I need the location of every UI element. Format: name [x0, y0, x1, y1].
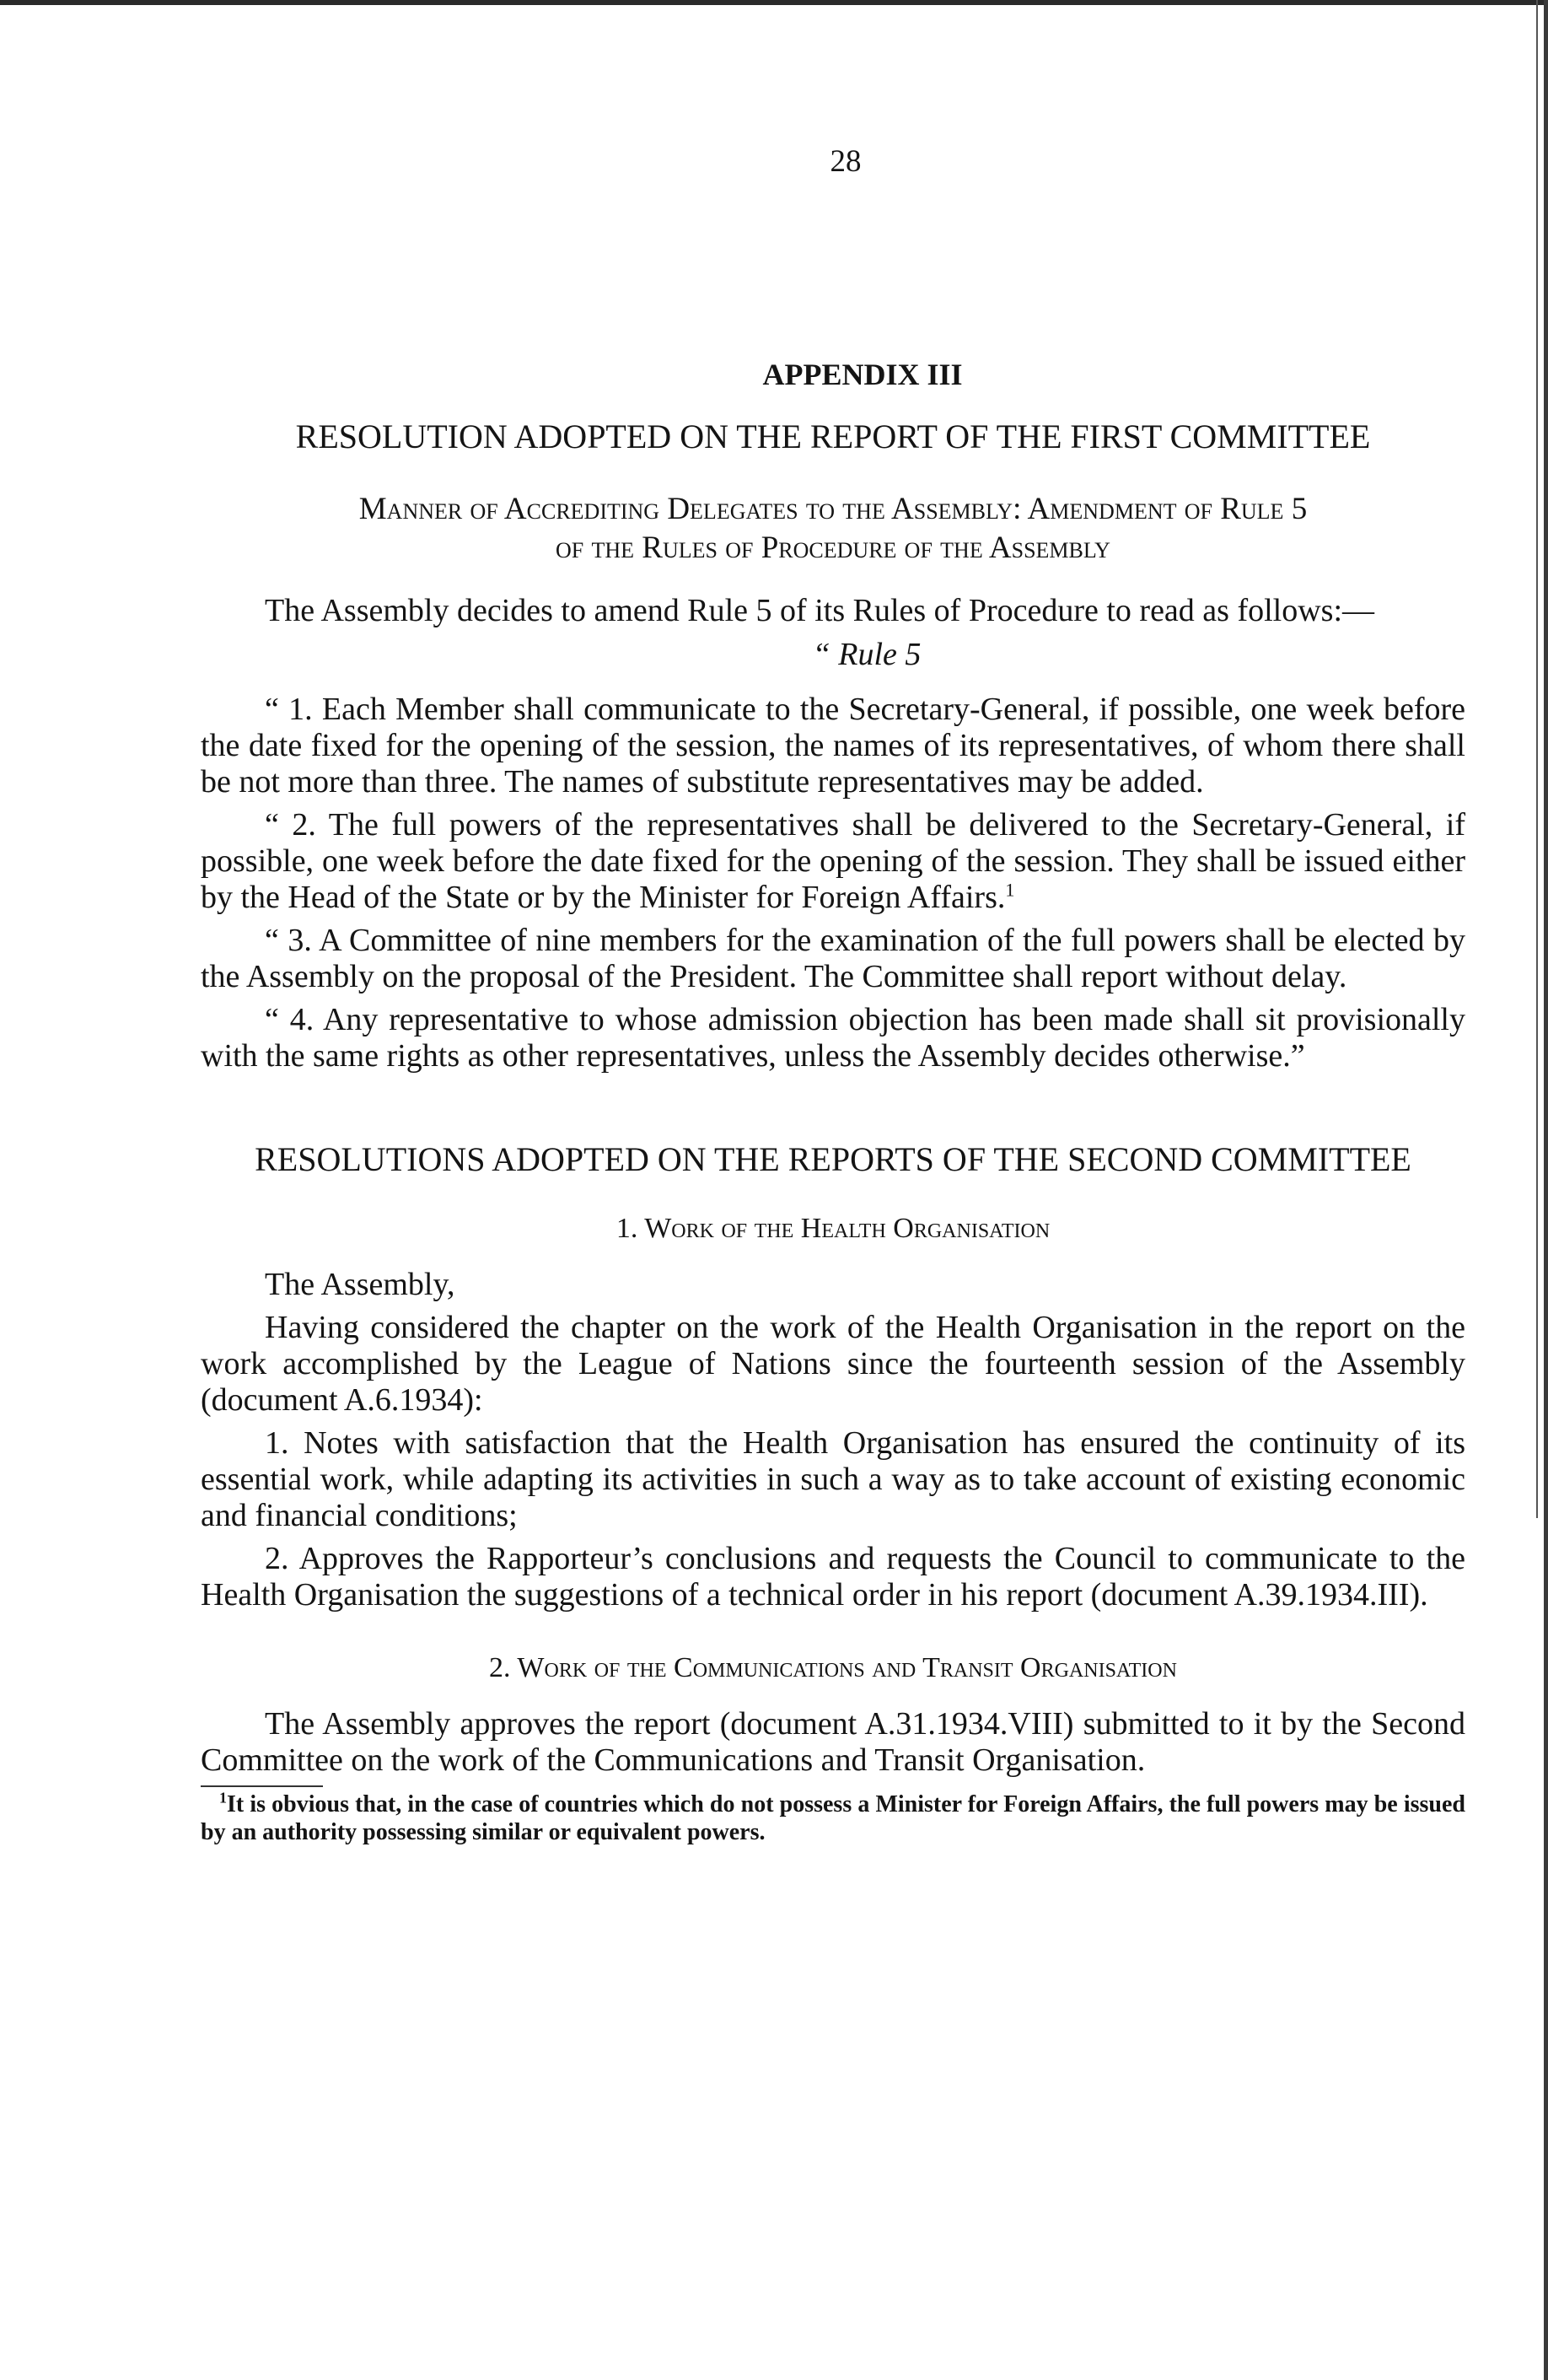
health-item-1: 1. Notes with satisfaction that the Health Organisation has ensured the continuity of its essential work, while adapting its activities in such a way as to take account of existing economic and financial conditions;	[201, 1425, 1465, 1533]
second-committee-heading: RESOLUTIONS ADOPTED ON THE REPORTS OF THE SECOND COMMITTEE	[255, 1140, 1411, 1178]
transit-organisation-heading: 2. Work of the Communications and Transit Organisation	[489, 1652, 1177, 1683]
rule-paragraph-2-text: “ 2. The full powers of the representatives shall be delivered to the Secretary-General, if possible, one week before the date fixed for the opening of the session. They shall be issued either by the Head of the State or by the Minister for Foreign Affairs.	[201, 807, 1465, 915]
footnote	[201, 1790, 1465, 1846]
health-assembly-line: The Assembly,	[265, 1267, 455, 1302]
page-number: 28	[830, 144, 862, 179]
document-page	[201, 143, 1465, 1846]
footnote-reference: 1	[1005, 879, 1015, 901]
section-gap	[201, 1081, 1465, 1140]
health-organisation-heading: 1. Work of the Health Organisation	[615, 1213, 1051, 1244]
rule-paragraph-3: “ 3. A Committee of nine members for the examination of the full powers shall be elected by the Assembly on the proposal of the President. The Committee shall report without delay.	[201, 923, 1465, 994]
appendix-title: APPENDIX III	[762, 358, 963, 391]
rule-paragraph-1: “ 1. Each Member shall communicate to the Secretary-General, if possible, one week before the date fixed for the opening of the session, the names of its representatives, of whom there shall be not more than three. The names of substitute representatives may be added.	[201, 692, 1465, 800]
subheading-line-2: of the Rules of Procedure of the Assembly	[556, 530, 1110, 565]
scan-border-right	[1544, 0, 1548, 2380]
subsection-gap	[201, 1620, 1465, 1652]
first-committee-subheading	[201, 490, 1465, 568]
rule-paragraph-2	[201, 807, 1465, 916]
health-item-2: 2. Approves the Rapporteur’s conclusions and requests the Council to communicate to the Health Organisation the suggestions of a technical order in his report (document A.39.1934.III).	[201, 1541, 1465, 1613]
rule-heading: “ Rule 5	[812, 637, 922, 672]
scan-border-right-inner	[1536, 0, 1538, 1518]
footnote-text: It is obvious that, in the case of countries which do not possess a Minister for Foreign Affairs, the full powers may be issued by an authority possessing similar or equivalent powers.	[201, 1791, 1465, 1845]
amendment-intro: The Assembly decides to amend Rule 5 of its Rules of Procedure to read as follows:—	[265, 593, 1375, 628]
scan-border-top	[0, 0, 1548, 5]
first-committee-heading: RESOLUTION ADOPTED ON THE REPORT OF THE FIRST COMMITTEE	[295, 417, 1371, 455]
footnote-marker: 1	[219, 1789, 227, 1807]
transit-text: The Assembly approves the report (document A.31.1934.VIII) submitted to it by the Second Committee on the work of the Communications and Transit Organisation.	[201, 1706, 1465, 1778]
subheading-line-1: Manner of Accrediting Delegates to the Assembly: Amendment of Rule 5	[358, 492, 1308, 526]
rule-paragraph-4: “ 4. Any representative to whose admission objection has been made shall sit provisionally with the same rights as other representatives, unless the Assembly decides otherwise.”	[201, 1002, 1465, 1074]
footnote-divider	[201, 1785, 323, 1787]
health-considered: Having considered the chapter on the work of the Health Organisation in the report on the work accomplished by the League of Nations since the fourteenth session of the Assembly (document A.6.1934):	[201, 1310, 1465, 1418]
